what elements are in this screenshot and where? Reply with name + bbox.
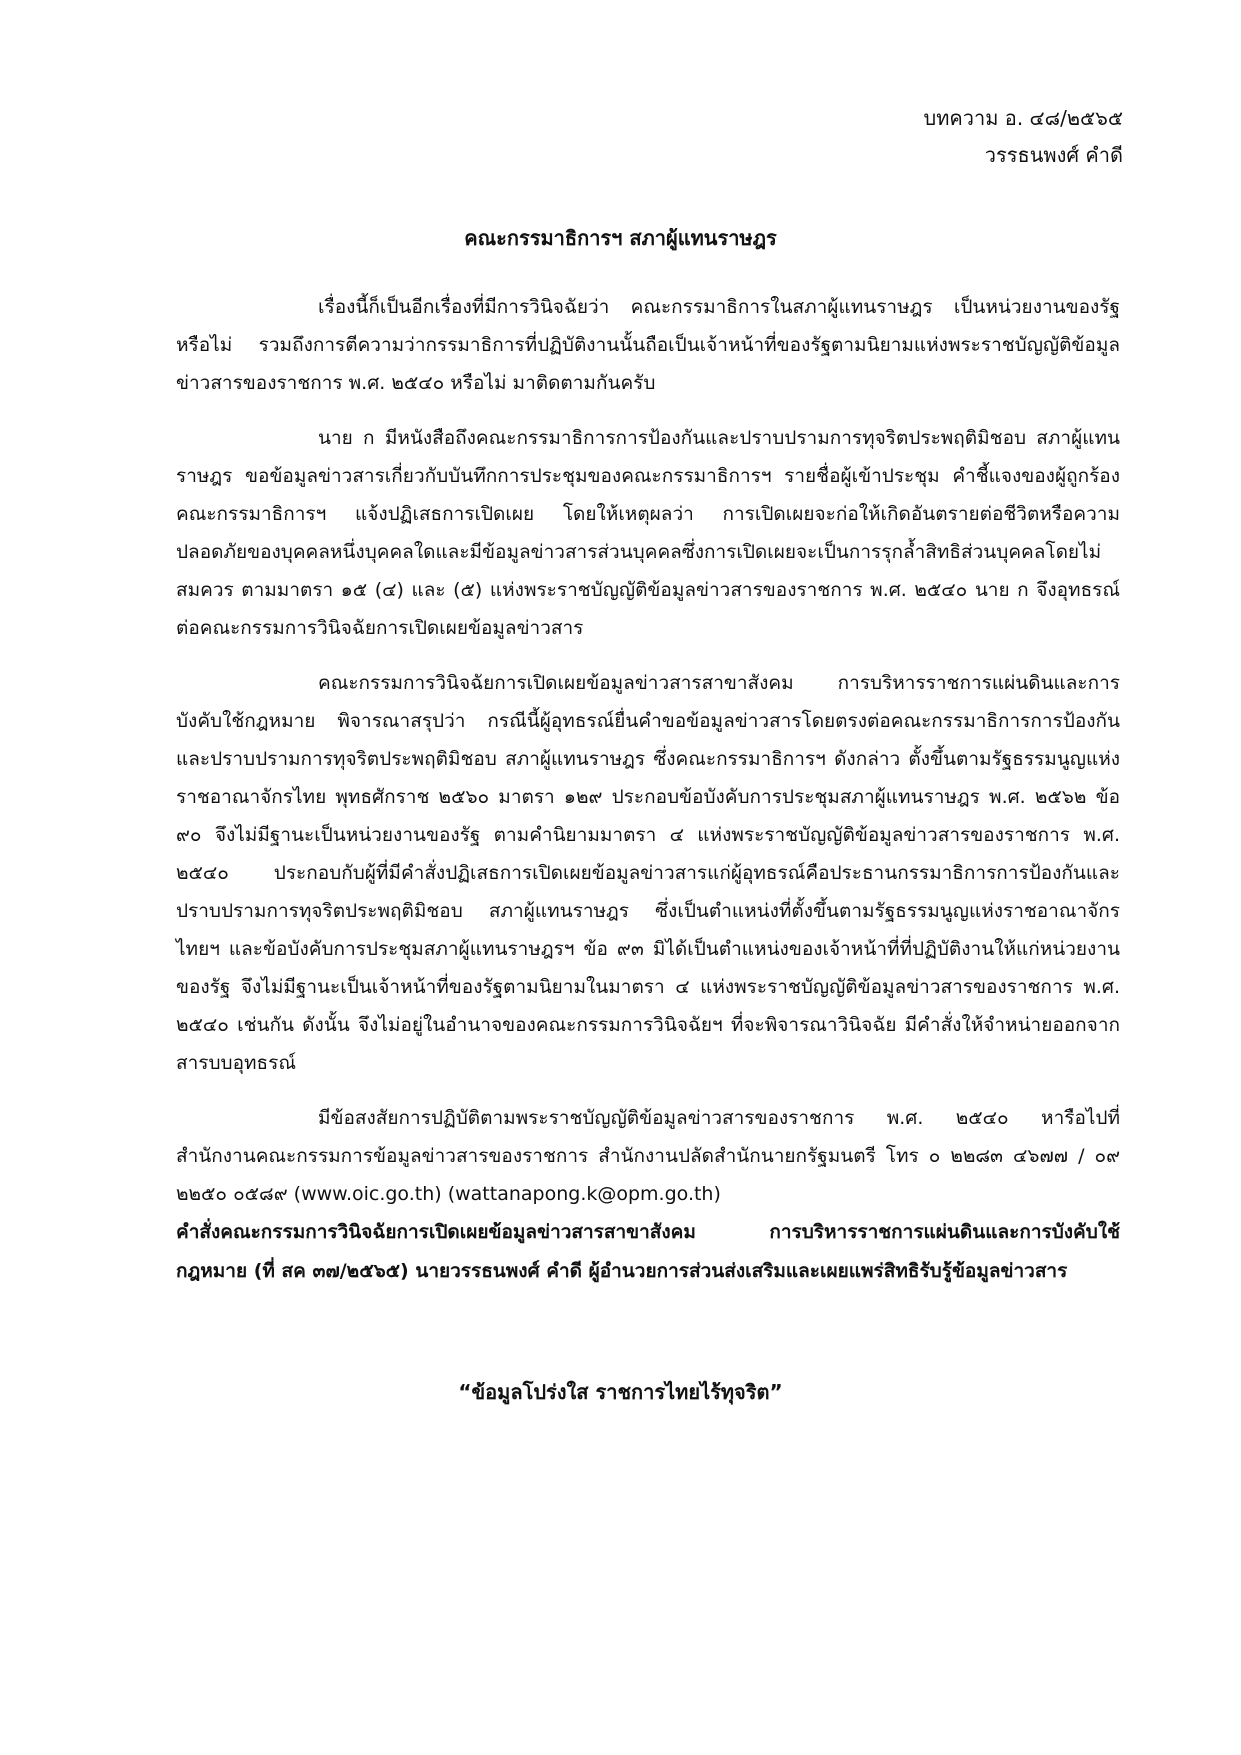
document-body xyxy=(176,288,1120,1291)
article-reference: บทความ อ. ๔๘/๒๕๖๕ xyxy=(923,106,1123,130)
order-reference: คำสั่งคณะกรรมการวินิจฉัยการเปิดเผยข้อมูลข่าวสารสาขาสังคม การบริหารราชการแผ่นดินและการบังคับใช้กฎหมาย (ที่ สค ๓๗/๒๕๖๕) นายวรรธนพงศ์ คำดี ผู้อำนวยการส่วนส่งเสริมและเผยแพร่สิทธิรับรู้ข้อมูลข่าวสาร xyxy=(176,1221,1120,1282)
document-header xyxy=(924,100,1123,174)
paragraph-intro: เรื่องนี้ก็เป็นอีกเรื่องที่มีการวินิจฉัยว่า คณะกรรมาธิการในสภาผู้แทนราษฎร เป็นหน่วยงานของรัฐหรือไม่ รวมถึงการตีความว่ากรรมาธิการที่ปฏิบัติงานนั้นถือเป็นเจ้าหน้าที่ของรัฐตามนิยามแห่งพระราชบัญญัติข้อมูลข่าวสารของราชการ พ.ศ. ๒๕๔๐ หรือไม่ มาติดตามกันครับ xyxy=(176,296,1120,394)
paragraph-contact: มีข้อสงสัยการปฏิบัติตามพระราชบัญญัติข้อมูลข่าวสารของราชการ พ.ศ. ๒๕๔๐ หารือไปที่สำนักงานคณะกรรมการข้อมูลข่าวสารของราชการ สำนักงานปลัดสำนักนายกรัฐมนตรี โทร ๐ ๒๒๘๓ ๔๖๗๗ / ๐๙ ๒๒๕๐ ๐๕๘๙ (www.oic.go.th) (wattanapong.k@opm.go.th) xyxy=(176,1107,1120,1205)
paragraph-case: นาย ก มีหนังสือถึงคณะกรรมาธิการการป้องกันและปราบปรามการทุจริตประพฤติมิชอบ สภาผู้แทนราษฎร ขอข้อมูลข่าวสารเกี่ยวกับบันทึกการประชุมของคณะกรรมาธิการฯ รายชื่อผู้เข้าประชุม คำชี้แจงของผู้ถูกร้อง คณะกรรมาธิการฯ แจ้งปฏิเสธการเปิดเผย โดยให้เหตุผลว่า การเปิดเผยจะก่อให้เกิดอันตรายต่อชีวิตหรือความปลอดภัยของบุคคลหนึ่งบุคคลใดและมีข้อมูลข่าวสารส่วนบุคคลซึ่งการเปิดเผยจะเป็นการรุกล้ำสิทธิส่วนบุคคลโดยไม่สมควร ตามมาตรา ๑๕ (๔) และ (๕) แห่งพระราชบัญญัติข้อมูลข่าวสารของราชการ พ.ศ. ๒๕๔๐ นาย ก จึงอุทธรณ์ต่อคณะกรรมการวินิจฉัยการเปิดเผยข้อมูลข่าวสาร xyxy=(176,427,1120,639)
document-title: คณะกรรมาธิการฯ สภาผู้แทนราษฎร xyxy=(464,226,777,250)
paragraph-decision: คณะกรรมการวินิจฉัยการเปิดเผยข้อมูลข่าวสารสาขาสังคม การบริหารราชการแผ่นดินและการบังคับใช้กฎหมาย พิจารณาสรุปว่า กรณีนี้ผู้อุทธรณ์ยื่นคำขอข้อมูลข่าวสารโดยตรงต่อคณะกรรมาธิการการป้องกันและปราบปรามการทุจริตประพฤติมิชอบ สภาผู้แทนราษฎร ซึ่งคณะกรรมาธิการฯ ดังกล่าว ตั้งขึ้นตามรัฐธรรมนูญแห่งราชอาณาจักรไทย พุทธศักราช ๒๕๖๐ มาตรา ๑๒๙ ประกอบข้อบังคับการประชุมสภาผู้แทนราษฎร พ.ศ. ๒๕๖๒ ข้อ ๙๐ จึงไม่มีฐานะเป็นหน่วยงานของรัฐ ตามคำนิยามมาตรา ๔ แห่งพระราชบัญญัติข้อมูลข่าวสารของราชการ พ.ศ. ๒๕๔๐ ประกอบกับผู้ที่มีคำสั่งปฏิเสธการเปิดเผยข้อมูลข่าวสารแก่ผู้อุทธรณ์คือประธานกรรมาธิการการป้องกันและปราบปรามการทุจริตประพฤติมิชอบ สภาผู้แทนราษฎร ซึ่งเป็นตำแหน่งที่ตั้งขึ้นตามรัฐธรรมนูญแห่งราชอาณาจักรไทยฯ และข้อบังคับการประชุมสภาผู้แทนราษฎรฯ ข้อ ๙๓ มิได้เป็นตำแหน่งของเจ้าหน้าที่ที่ปฏิบัติงานให้แก่หน่วยงานของรัฐ จึงไม่มีฐานะเป็นเจ้าหน้าที่ของรัฐตามนิยามในมาตรา ๔ แห่งพระราชบัญญัติข้อมูลข่าวสารของราชการ พ.ศ. ๒๕๔๐ เช่นกัน ดังนั้น จึงไม่อยู่ในอำนาจของคณะกรรมการวินิจฉัยฯ ที่จะพิจารณาวินิจฉัย มีคำสั่งให้จำหน่ายออกจากสารบบอุทธรณ์ xyxy=(176,672,1120,1074)
slogan: “ข้อมูลโปร่งใส ราชการไทยไร้ทุจริต” xyxy=(458,1380,783,1404)
author-name: วรรธนพงศ์ คำดี xyxy=(984,143,1123,167)
